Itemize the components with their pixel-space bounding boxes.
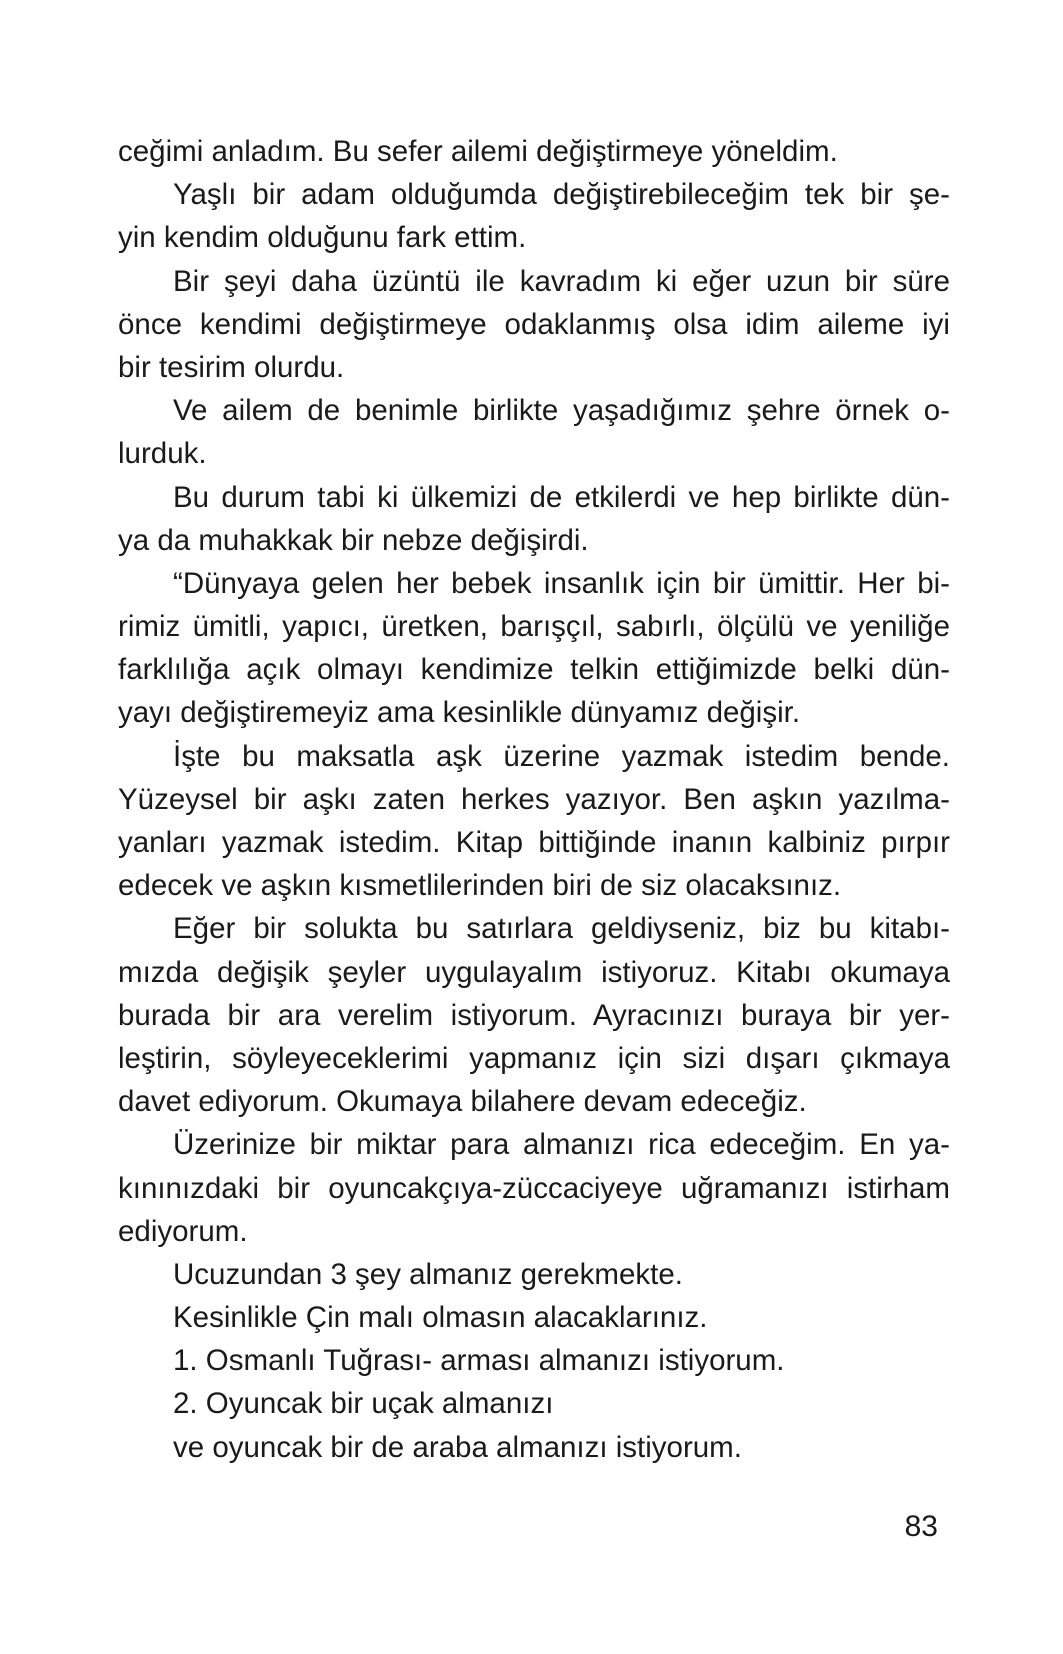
text-line: yanları yazmak istedim. Kitap bittiğinde inanın kalbiniz pırpır: [118, 826, 950, 859]
text-line: mızda değişik şeyler uygulayalım istiyoruz. Kitabı okumaya: [118, 955, 950, 989]
text-line: 2. Oyuncak bir uçak almanızı: [173, 1387, 554, 1421]
text-line: Ve ailem de benimle birlikte yaşadığımız şehre örnek o-: [173, 394, 950, 428]
text-line: Ucuzundan 3 şey almanız gerekmekte.: [173, 1257, 683, 1291]
text-line: Yaşlı bir adam olduğumda değiştirebileceğim tek bir şe-: [173, 178, 950, 212]
text-line: Bir şeyi daha üzüntü ile kavradım ki eğer uzun bir süre: [173, 264, 950, 298]
text-line: ya da muhakkak bir nebze değişirdi.: [118, 523, 589, 557]
text-line: “Dünyaya gelen her bebek insanlık için bir ümittir. Her bi-: [173, 566, 950, 600]
text-line: Bu durum tabi ki ülkemizi de etkilerdi ve hep birlikte dün-: [173, 480, 950, 514]
text-line: lurduk.: [118, 437, 207, 471]
text-line: burada bir ara verelim istiyorum. Ayracınızı buraya bir yer-: [118, 998, 950, 1032]
text-line: ceğimi anladım. Bu sefer ailemi değiştirmeye yöneldim.: [118, 135, 838, 168]
text-line: ediyorum.: [118, 1214, 248, 1248]
text-line: kınınızdaki bir oyuncakçıya-züccaciyeye uğramanızı istirham: [118, 1171, 950, 1205]
text-line: leştirin, söyleyeceklerimi yapmanız için sizi dışarı çıkmaya: [118, 1041, 950, 1075]
text-line: ve oyuncak bir de araba almanızı istiyorum.: [173, 1430, 742, 1464]
text-line: yin kendim olduğunu fark ettim.: [118, 221, 527, 255]
text-line: edecek ve aşkın kısmetlilerinden biri de siz olacaksınız.: [118, 869, 842, 903]
text-line: farklılığa açık olmayı kendimize telkin ettiğimizde belki dün-: [118, 653, 950, 687]
text-line: rimiz ümitli, yapıcı, üretken, barışçıl, sabırlı, ölçülü ve yeniliğe: [118, 610, 950, 644]
text-line: Kesinlikle Çin malı olmasın alacaklarınız.: [173, 1301, 708, 1335]
body-text: [118, 130, 950, 1469]
text-line: yayı değiştiremeyiz ama kesinlikle dünyamız değişir.: [118, 696, 801, 730]
text-line: İşte bu maksatla aşk üzerine yazmak istedim bende.: [173, 739, 950, 773]
text-line: davet ediyorum. Okumaya bilahere devam edeceğiz.: [118, 1085, 807, 1119]
text-line: Yüzeysel bir aşkı zaten herkes yazıyor. Ben aşkın yazılma-: [118, 782, 950, 816]
text-line: 1. Osmanlı Tuğrası- arması almanızı istiyorum.: [173, 1344, 785, 1378]
text-line: Eğer bir solukta bu satırlara geldiyseniz, biz bu kitabı-: [173, 912, 950, 946]
page-number: 83: [904, 1510, 938, 1543]
text-line: bir tesirim olurdu.: [118, 350, 345, 384]
text-line: Üzerinize bir miktar para almanızı rica edeceğim. En ya-: [173, 1128, 950, 1162]
text-line: önce kendimi değiştirmeye odaklanmış olsa idim aileme iyi: [118, 307, 950, 341]
